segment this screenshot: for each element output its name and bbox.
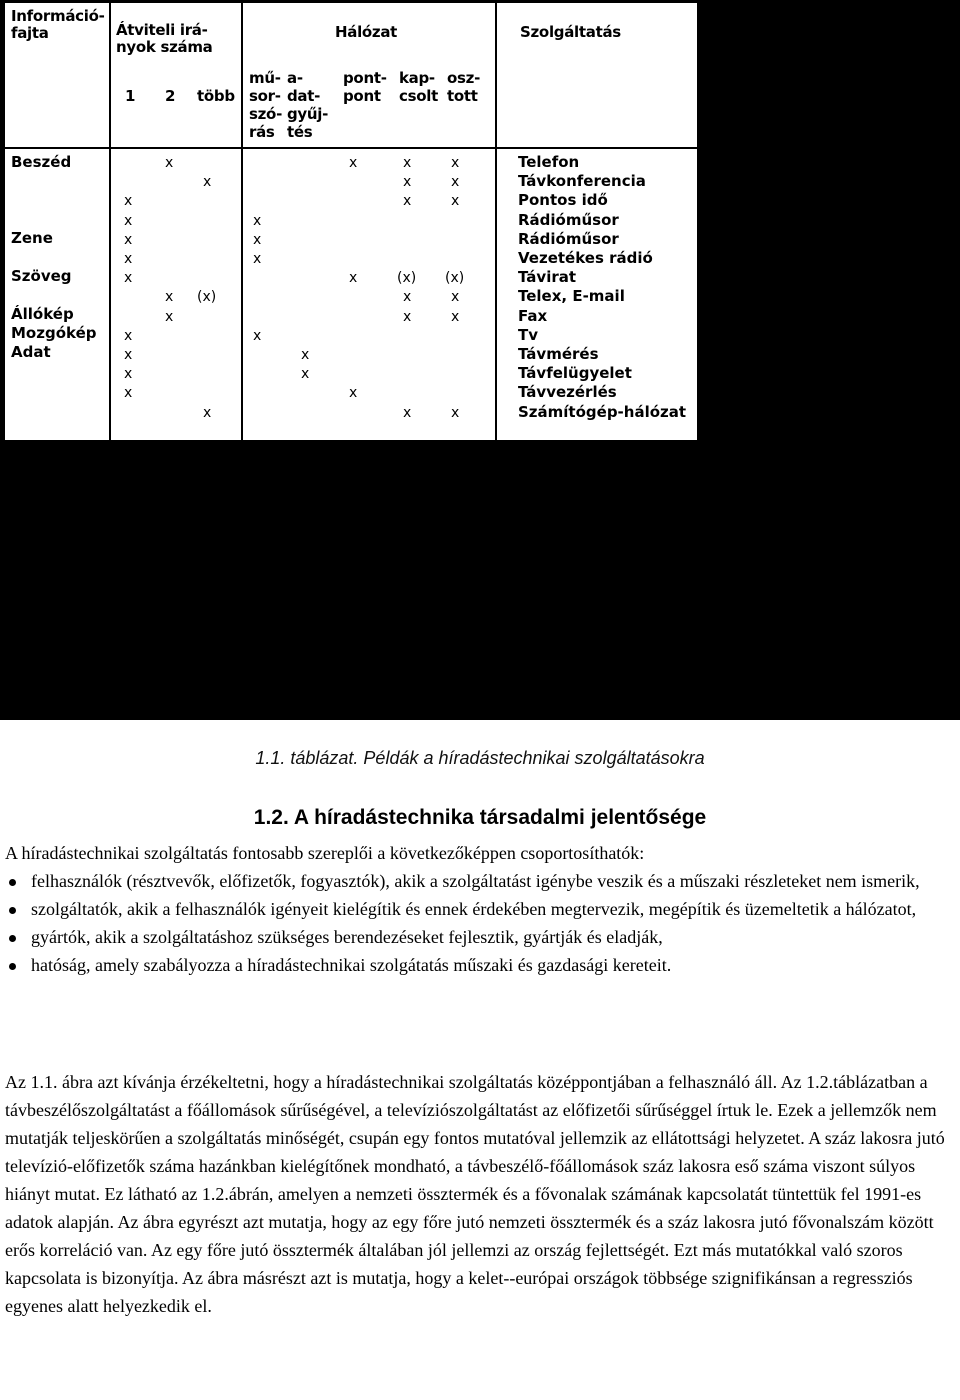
bullet-icon <box>5 867 31 895</box>
table-divider <box>241 3 243 440</box>
service-label: Tv <box>518 325 539 344</box>
table-mark: x <box>124 212 133 229</box>
table-mark: x <box>349 385 358 402</box>
table-mark: x <box>165 308 174 325</box>
table-header-divider <box>5 147 697 149</box>
list-item <box>5 951 955 979</box>
table-mark: x <box>124 251 133 267</box>
table-mark: x <box>165 155 174 171</box>
service-label: Rádióműsor <box>518 229 619 248</box>
header-data-2: dat- <box>287 87 321 105</box>
table-mark: x <box>165 289 174 306</box>
header-switched-2: csolt <box>399 87 438 105</box>
header-data-1: a- <box>287 69 303 87</box>
table-mark: x <box>403 174 412 191</box>
table-caption: 1.1. táblázat. Példák a híradástechnikai szolgáltatásokra <box>255 748 705 768</box>
header-data-3: gyűj- <box>287 105 329 123</box>
header-switched-1: kap- <box>399 69 435 87</box>
table-mark: x <box>124 193 133 210</box>
table-mark: x <box>124 385 133 402</box>
bullet-icon <box>5 895 31 923</box>
table-mark: x <box>403 155 412 171</box>
header-p2p-1: pont- <box>343 69 387 87</box>
header-channels-2: nyok száma <box>116 38 213 56</box>
header-info-type-1: Információ- <box>11 7 105 25</box>
header-service: Szolgáltatás <box>520 23 621 41</box>
info-type-label: Szöveg <box>11 267 72 285</box>
header-broadcast-3: szó- <box>249 105 282 123</box>
service-label: Telefon <box>518 153 580 171</box>
header-col-2: 2 <box>165 87 176 105</box>
header-broadcast-2: sor- <box>249 87 281 105</box>
table-mark: x <box>349 155 358 171</box>
table-mark: x <box>451 155 460 171</box>
table-mark: (x) <box>445 270 465 287</box>
table-mark: x <box>403 193 412 210</box>
table-divider <box>495 3 497 440</box>
service-label: Rádióműsor <box>518 210 619 229</box>
body-paragraph: Az 1.1. ábra azt kívánja érzékeltetni, hogy a híradástechnikai szolgáltatás középpontjában a felhasználó áll. Az 1.2.táblázatban a távbeszélőszolgáltatást a főállomások sűrűségével, a televíziószolgáltatást az előfizetői sűrűséggel írtuk le. Ezek a jellemzők nem mutatják teljeskörűen a szolgáltatás minőségét, csupán egy fontos mutatóval jellemzik az ellátottsági helyzetet. A száz lakosra jutó televízió-előfizetők száma hazánkban kielégítőnek mondható, a távbeszélő-főállomások száz lakosra eső száma viszont súlyos hiányt mutat. Ez látható az 1.2.ábrán, amelyen a nemzeti össztermék és a fővonalak számának kapcsolatát tüntettük fel 1991-es adatok alapján. Az ábra egyrészt azt mutatja, hogy az egy főre jutó nemzeti össztermék és a száz lakosra jutó fővonalszám között erős korreláció van. Az egy főre jutó össztermék általában jól jellemzi az ország fejlettségét. Ezt más mutatókkal való szoros kapcsolata is bizonyítja. Az ábra másrészt azt is mutatja, hogy a kelet--európai országok többsége szignifikánsan a regressziós egyenes alatt helyezkedik el. <box>5 1072 945 1316</box>
header-broadcast-1: mű- <box>249 69 281 87</box>
bullet-icon <box>5 951 31 979</box>
table-mark: x <box>253 212 262 229</box>
service-label: Fax <box>518 306 548 325</box>
info-type-label: Adat <box>11 343 51 361</box>
service-label: Telex, E-mail <box>518 287 625 306</box>
service-label: Távirat <box>518 268 577 287</box>
table-mark: x <box>301 347 310 363</box>
table-mark: x <box>403 404 412 421</box>
bullet-icon <box>5 923 31 951</box>
services-table-image <box>5 3 697 440</box>
service-label: Távfelügyelet <box>518 364 632 383</box>
header-col-1: 1 <box>125 87 136 105</box>
table-mark: x <box>349 270 358 287</box>
header-broadcast-4: rás <box>249 123 275 141</box>
list-item-text: felhasználók (résztvevők, előfizetők, fogyasztók), akik a szolgáltatást igénybe veszik és a műszaki részleteket nem ismerik, <box>31 871 920 891</box>
section-heading: 1.2. A híradástechnika társadalmi jelentősége <box>253 806 707 829</box>
service-label: Pontos idő <box>518 191 608 210</box>
table-mark: x <box>403 289 412 306</box>
service-label: Vezetékes rádió <box>518 249 653 267</box>
table-mark: x <box>451 289 460 306</box>
info-type-label: Zene <box>11 229 53 247</box>
list-item <box>5 895 955 923</box>
intro-paragraph: A híradástechnikai szolgáltatás fontosabb szereplői a következőképpen csoportosíthatók: <box>5 843 645 863</box>
header-shared-1: osz- <box>447 69 480 87</box>
header-col-many: több <box>197 87 235 105</box>
info-type-label: Beszéd <box>11 153 72 171</box>
list-item <box>5 923 955 951</box>
table-mark: x <box>451 193 460 210</box>
table-mark: x <box>203 174 212 191</box>
table-mark: x <box>253 251 262 267</box>
table-mark: x <box>124 231 133 248</box>
service-label: Távkonferencia <box>518 172 646 191</box>
table-mark: x <box>451 174 460 191</box>
list-item-text: gyártók, akik a szolgáltatáshoz szükséges berendezéseket fejlesztik, gyártják és eladják, <box>31 927 663 947</box>
table-mark: x <box>301 366 310 383</box>
table-mark: x <box>124 366 133 383</box>
table-mark: x <box>451 308 460 325</box>
actors-list <box>5 867 955 979</box>
table-mark: (x) <box>197 289 217 306</box>
list-item <box>5 867 955 895</box>
service-label: Távvezérlés <box>518 383 617 402</box>
service-label: Számítógép-hálózat <box>518 402 687 421</box>
info-type-label: Mozgókép <box>11 324 97 342</box>
header-info-type-2: fajta <box>11 24 49 42</box>
header-shared-2: tott <box>447 87 478 105</box>
table-mark: x <box>403 308 412 325</box>
header-network: Hálózat <box>335 23 398 41</box>
service-label: Távmérés <box>518 345 599 363</box>
table-mark: x <box>253 231 262 248</box>
info-type-label: Állókép <box>11 305 74 323</box>
list-item-text: szolgáltatók, akik a felhasználók igényeit kielégítik és ennek érdekében megtervezik, megépítik és üzemeltetik a hálózatot, <box>31 899 917 919</box>
header-p2p-2: pont <box>343 87 381 105</box>
header-channels-1: Átviteli irá- <box>116 21 208 39</box>
table-mark: x <box>124 327 133 344</box>
table-divider <box>109 3 111 440</box>
table-mark: (x) <box>397 270 417 287</box>
table-mark: x <box>253 327 262 344</box>
header-data-4: tés <box>287 123 313 141</box>
table-mark: x <box>124 347 133 363</box>
table-mark: x <box>124 270 133 287</box>
list-item-text: hatóság, amely szabályozza a híradástechnikai szolgátatás műszaki és gazdasági kereteit. <box>31 955 672 975</box>
table-mark: x <box>451 404 460 421</box>
table-mark: x <box>203 404 212 421</box>
